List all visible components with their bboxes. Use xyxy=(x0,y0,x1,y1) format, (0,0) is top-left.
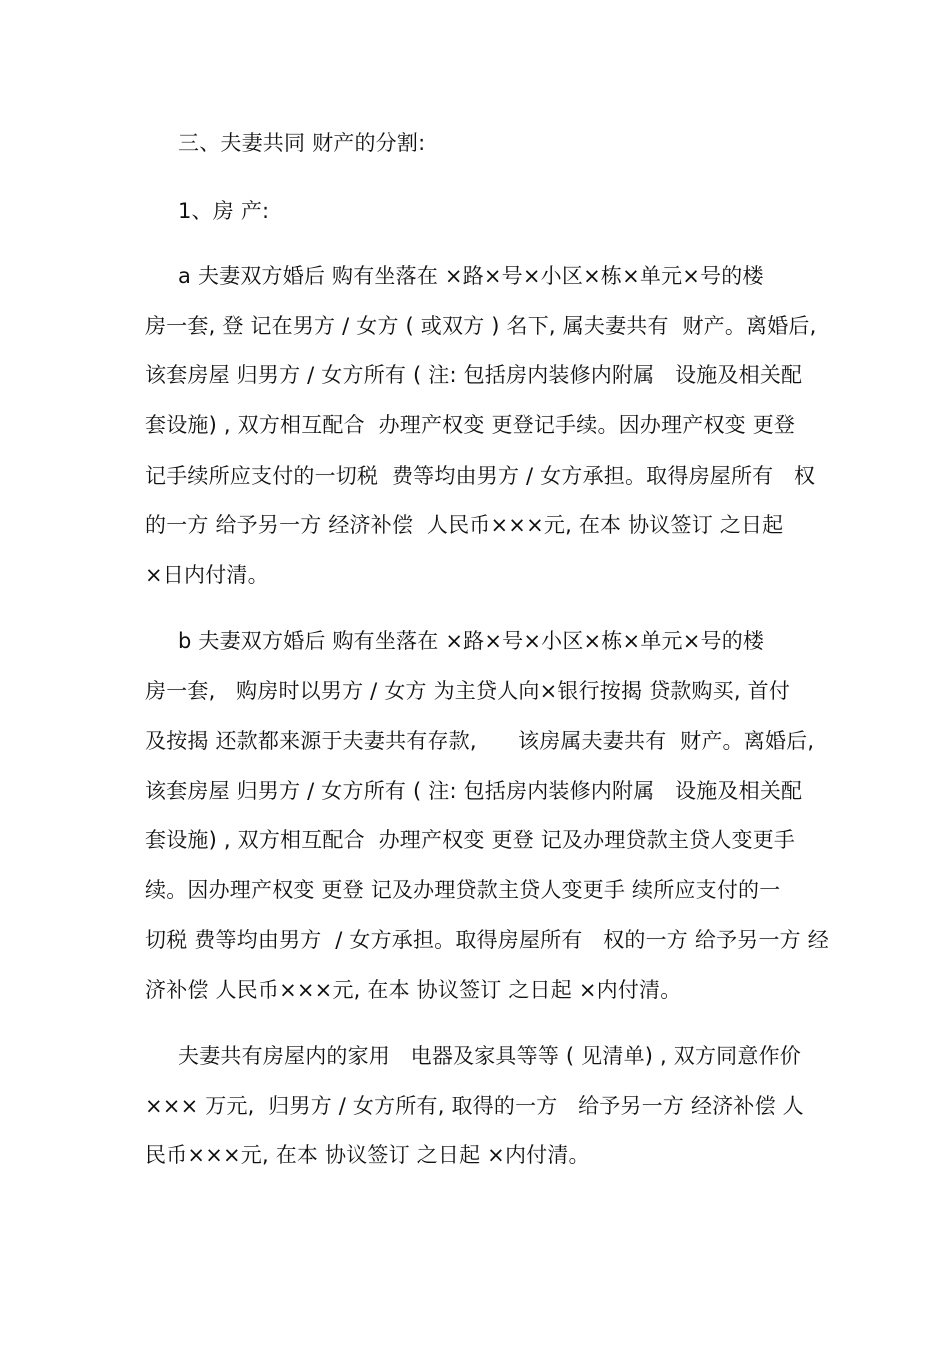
paragraph-b-line: 及按揭 还款都来源于夫妻共有存款, 该房属夫妻共有 财产。离婚后, xyxy=(145,729,815,753)
paragraph-b-line: 套设施) , 双方相互配合 办理产权变 更登 记及办理贷款主贷人变更手 xyxy=(145,828,796,852)
paragraph-c-line: 民币×××元, 在本 协议签订 之日起 ×内付清。 xyxy=(145,1143,590,1167)
paragraph-a-line: 记手续所应支付的一切税 费等均由男方 / 女方承担。取得房屋所有 权 xyxy=(145,464,816,488)
paragraph-a-line: ×日内付清。 xyxy=(145,563,269,587)
paragraph-b-line: 房一套, 购房时以男方 / 女方 为主贷人向×银行按揭 贷款购买, 首付 xyxy=(145,679,791,703)
paragraph-c-line: 夫妻共有房屋内的家用 电器及家具等等 ( 见清单) , 双方同意作价 xyxy=(178,1044,801,1068)
paragraph-b-line: 该套房屋 归男方 / 女方所有 ( 注: 包括房内装修内附属 设施及相关配 xyxy=(145,779,803,803)
paragraph-a-line: 该套房屋 归男方 / 女方所有 ( 注: 包括房内装修内附属 设施及相关配 xyxy=(145,363,803,387)
paragraph-c-line: ××× 万元, 归男方 / 女方所有, 取得的一方 给予另一方 经济补偿 人 xyxy=(145,1094,804,1118)
section-heading: 三、夫妻共同 财产的分割: xyxy=(178,131,426,155)
paragraph-a-line: a 夫妻双方婚后 购有坐落在 ×路×号×小区×栋×单元×号的楼 xyxy=(178,264,764,288)
paragraph-b-line: 续。因办理产权变 更登 记及办理贷款主贷人变更手 续所应支付的一 xyxy=(145,878,781,902)
paragraph-a-line: 的一方 给予另一方 经济补偿 人民币×××元, 在本 协议签订 之日起 xyxy=(145,513,784,537)
paragraph-a-line: 套设施) , 双方相互配合 办理产权变 更登记手续。因办理产权变 更登 xyxy=(145,413,796,437)
subsection-heading: 1、房 产: xyxy=(178,199,270,223)
paragraph-b-line: b 夫妻双方婚后 购有坐落在 ×路×号×小区×栋×单元×号的楼 xyxy=(178,629,765,653)
paragraph-b-line: 切税 费等均由男方 / 女方承担。取得房屋所有 权的一方 给予另一方 经 xyxy=(145,928,829,952)
paragraph-b-line: 济补偿 人民币×××元, 在本 协议签订 之日起 ×内付清。 xyxy=(145,978,682,1002)
paragraph-a-line: 房一套, 登 记在男方 / 女方 ( 或双方 ) 名下, 属夫妻共有 财产。离婚后, xyxy=(145,314,817,338)
